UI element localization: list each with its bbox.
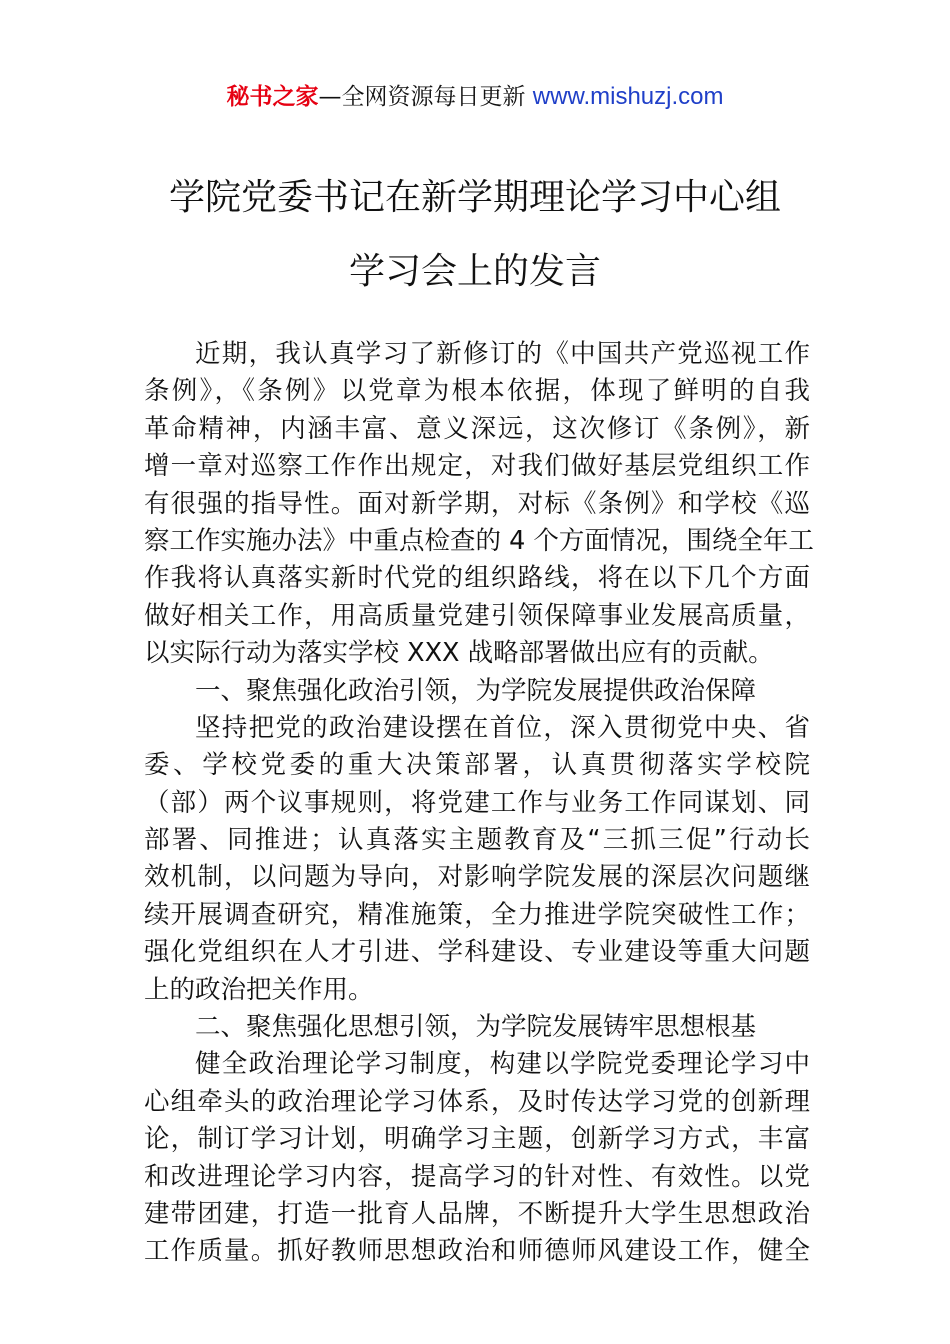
body-text-line: 心组牵头的政治理论学习体系，及时传达学习党的创新理 [144,1086,810,1117]
document-title-line-2: 学习会上的发言 [348,251,601,292]
document-title-line-1: 学院党委书记在新学期理论学习中心组 [168,177,781,218]
body-text-line: 条例》，《条例》以党章为根本依据，体现了鲜明的自我 [144,376,810,407]
body-text-line: 革命精神，内涵丰富、意义深远，这次修订《条例》，新 [144,413,810,444]
body-text-line: 健全政治理论学习制度，构建以学院党委理论学习中 [195,1049,810,1080]
body-text-line: 论，制订学习计划，明确学习主题，创新学习方式，丰富 [144,1124,810,1155]
body-text-line: 部署、同推进；认真落实主题教育及“三抓三促”行动长 [144,825,810,856]
body-text-line: 和改进理论学习内容，提高学习的针对性、有效性。以党 [144,1161,810,1192]
body-text-line: 坚持把党的政治建设摆在首位，深入贯彻党中央、省 [195,712,810,743]
body-text-line: 作我将认真落实新时代党的组织路线，将在以下几个方面 [144,563,810,594]
site-url-link[interactable]: www.mishuzj.com [532,83,724,110]
body-text-line: 二、聚焦强化思想引领，为学院发展铸牢思想根基 [195,1012,757,1043]
site-header [0,80,950,114]
body-text-line: 以实际行动为落实学校 XXX 战略部署做出应有的贡献。 [144,638,774,669]
body-text-line: 建带团建，打造一批育人品牌，不断提升大学生思想政治 [144,1198,810,1229]
body-text-line: 做好相关工作，用高质量党建引领保障事业发展高质量， [144,600,810,631]
document-body [144,336,814,1271]
body-text-line: （部）两个议事规则，将党建工作与业务工作同谋划、同 [144,787,810,818]
body-text-line: 有很强的指导性。面对新学期，对标《条例》和学校《巡 [144,488,810,519]
site-brand: 秘书之家 [226,84,319,110]
body-text-line: 近期，我认真学习了新修订的《中国共产党巡视工作 [195,339,810,369]
body-text-line: 委、学校党委的重大决策部署，认真贯彻落实学校院 [144,750,810,781]
body-text-line: 效机制，以问题为导向，对影响学院发展的深层次问题继 [144,862,810,893]
body-text-line: 一、聚焦强化政治引领，为学院发展提供政治保障 [195,675,757,706]
site-tagline: —全网资源每日更新 [318,84,526,110]
body-text-line: 强化党组织在人才引进、学科建设、专业建设等重大问题 [144,937,810,968]
body-text-line: 工作质量。抓好教师思想政治和师德师风建设工作，健全 [144,1236,810,1267]
body-text-line: 增一章对巡察工作作出规定，对我们做好基层党组织工作 [144,451,810,482]
body-text-line: 续开展调查研究，精准施策，全力推进学院突破性工作； [144,899,810,930]
body-text-line: 上的政治把关作用。 [144,974,374,1005]
body-text-line: 察工作实施办法》中重点检查的 4 个方面情况，围绕全年工 [144,525,814,556]
